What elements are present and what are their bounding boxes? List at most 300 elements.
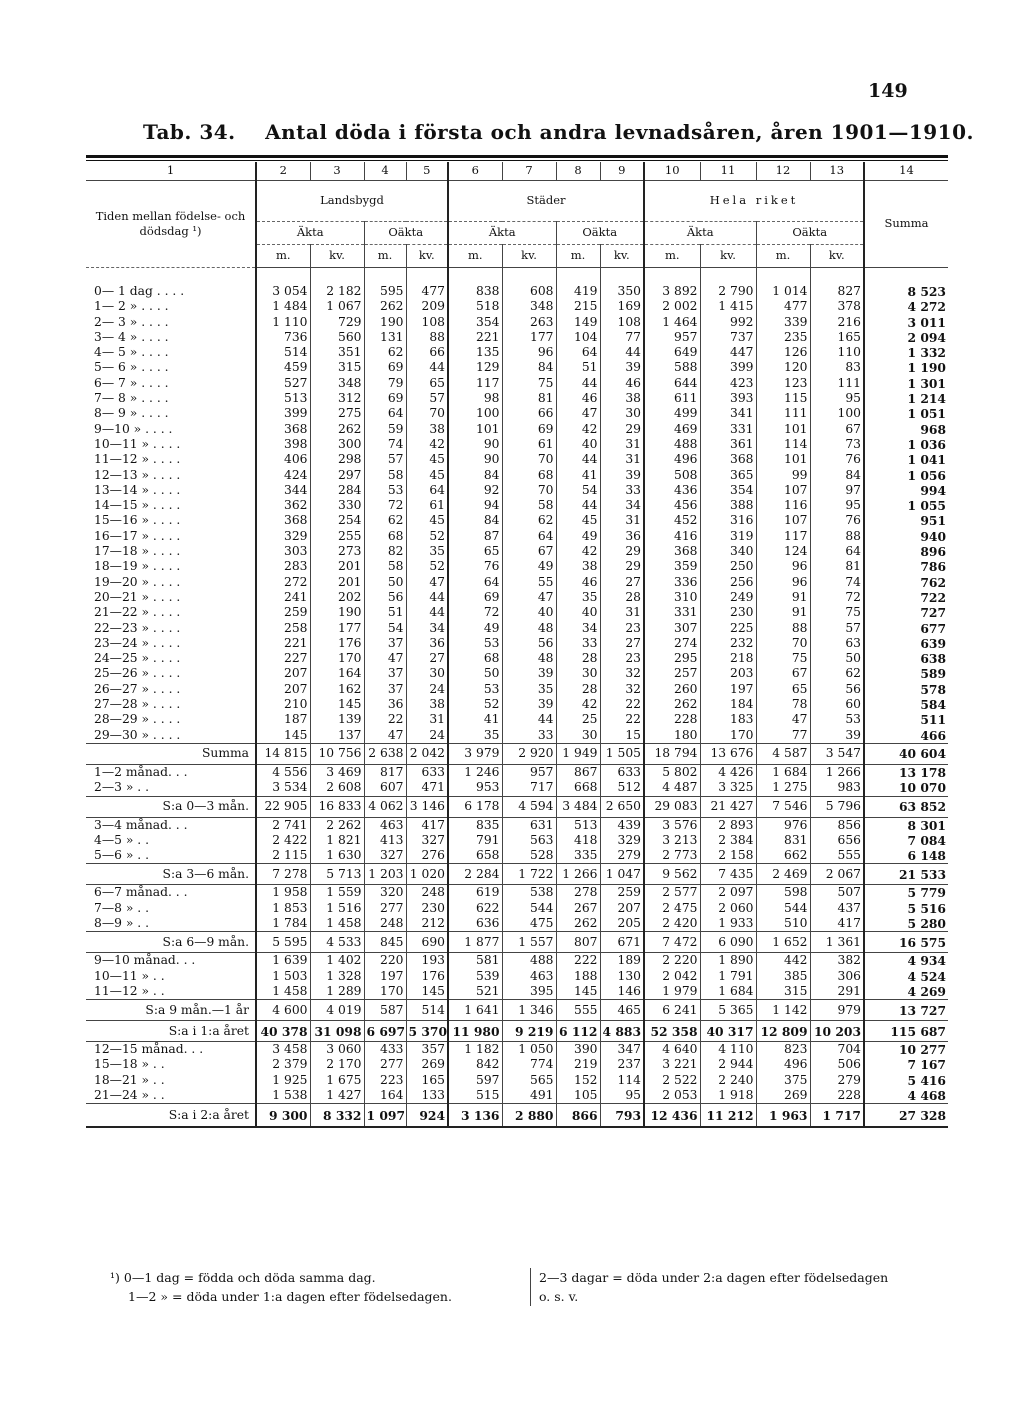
header-m: m.: [756, 245, 810, 268]
table-cell: 774: [502, 1057, 556, 1072]
table-cell: 2 577: [644, 885, 700, 901]
table-cell: 67: [756, 666, 810, 681]
table-cell: 6 112: [556, 1021, 600, 1042]
row-label: 22—23 » . . . .: [94, 620, 181, 635]
table-cell: 230: [406, 901, 448, 916]
table-cell: 30: [600, 406, 644, 421]
table-cell: 40 378: [256, 1021, 310, 1042]
table-cell: 1 289: [310, 984, 364, 1000]
table-cell: 29: [600, 559, 644, 574]
table-cell: 488: [502, 953, 556, 969]
table-cell: 62: [502, 513, 556, 528]
table-cell: 145: [406, 984, 448, 1000]
table-cell: 36: [600, 529, 644, 544]
table-cell: 83: [810, 360, 864, 375]
col-num-8: 8: [556, 162, 600, 181]
table-cell: 44: [556, 452, 600, 467]
table-cell: 81: [502, 391, 556, 406]
table-cell: 202: [310, 590, 364, 605]
row-label: 15—18 » . .: [94, 1057, 165, 1072]
table-cell: 354: [448, 315, 502, 330]
table-row: [86, 391, 948, 406]
table-cell: 1 203: [364, 864, 406, 885]
table-cell: 584: [864, 697, 948, 712]
table-cell: 274: [644, 636, 700, 651]
table-cell: 2 042: [406, 743, 448, 764]
table-cell: 316: [700, 513, 756, 528]
table-cell: 538: [502, 885, 556, 901]
table-row: [86, 833, 948, 848]
table-cell: 49: [502, 559, 556, 574]
table-cell: 58: [364, 468, 406, 483]
table-cell: 129: [448, 360, 502, 375]
row-label: 28—29 » . . . .: [94, 712, 181, 727]
table-cell: 365: [700, 468, 756, 483]
table-cell: 183: [700, 712, 756, 727]
table-cell: 39: [502, 666, 556, 681]
table-cell: 262: [644, 697, 700, 712]
table-cell: 994: [864, 483, 948, 498]
table-cell: 22: [600, 697, 644, 712]
spacer-cell: [256, 268, 310, 285]
table-cell: 16 575: [864, 932, 948, 953]
table-cell: 257: [644, 666, 700, 681]
table-cell: 339: [756, 315, 810, 330]
table-cell: 662: [756, 848, 810, 864]
table-cell: 33: [556, 636, 600, 651]
table-cell: 38: [406, 422, 448, 437]
table-row: [86, 544, 948, 559]
table-cell: 249: [700, 590, 756, 605]
table-cell: 717: [502, 780, 556, 796]
table-row: [86, 636, 948, 651]
table-cell: 259: [256, 605, 310, 620]
table-cell: 793: [600, 1104, 644, 1128]
table-cell: 1 717: [810, 1104, 864, 1128]
table-cell: 53: [448, 682, 502, 697]
table-cell: 101: [756, 422, 810, 437]
table-cell: 88: [406, 330, 448, 345]
table-cell: 220: [364, 953, 406, 969]
table-cell: 37: [364, 682, 406, 697]
row-label: 21—24 » . .: [94, 1088, 165, 1103]
header-stader: Städer: [448, 181, 644, 222]
table-cell: 11 212: [700, 1104, 756, 1128]
row-label: 7— 8 » . . . .: [94, 391, 169, 406]
table-row: [86, 1057, 948, 1072]
table-cell: 131: [364, 330, 406, 345]
table-row: [86, 932, 948, 953]
table-cell: 187: [256, 712, 310, 727]
table-cell: 511: [864, 712, 948, 727]
table-cell: 47: [406, 575, 448, 590]
table-cell: 100: [810, 406, 864, 421]
table-cell: 44: [556, 498, 600, 513]
table-cell: 2 060: [700, 901, 756, 916]
table-cell: 4 556: [256, 764, 310, 780]
table-cell: 385: [756, 969, 810, 984]
table-cell: 29: [600, 422, 644, 437]
table-cell: 375: [756, 1073, 810, 1088]
table-cell: 1 722: [502, 864, 556, 885]
table-cell: 38: [406, 697, 448, 712]
table-cell: 5 802: [644, 764, 700, 780]
table-cell: 729: [310, 315, 364, 330]
table-cell: 1 182: [448, 1042, 502, 1058]
row-label: 1—2 månad. . .: [94, 764, 188, 779]
table-cell: 2 262: [310, 817, 364, 833]
table-cell: 315: [310, 360, 364, 375]
table-cell: 120: [756, 360, 810, 375]
table-cell: 555: [556, 1000, 600, 1021]
table-cell: 284: [310, 483, 364, 498]
row-label: 1— 2 » . . . .: [94, 299, 169, 314]
table-cell: 3 221: [644, 1057, 700, 1072]
column-number-row: [86, 162, 948, 181]
table-cell: 1 979: [644, 984, 700, 1000]
table-cell: 44: [600, 345, 644, 360]
table-cell: 2 741: [256, 817, 310, 833]
row-label: 17—18 » . . . .: [94, 544, 181, 559]
row-label: 18—19 » . . . .: [94, 559, 181, 574]
row-label: S:a i 1:a året: [86, 1021, 256, 1042]
table-cell: 84: [810, 468, 864, 483]
table-cell: 63: [810, 636, 864, 651]
table-cell: 4 587: [756, 743, 810, 764]
table-cell: 423: [700, 376, 756, 391]
table-number: Tab. 34.: [143, 120, 236, 144]
spacer-cell: [864, 268, 948, 285]
row-label: S:a 9 mån.—1 år: [86, 1000, 256, 1021]
table-cell: 595: [364, 284, 406, 299]
table-cell: 42: [556, 544, 600, 559]
table-cell: 3 136: [448, 1104, 502, 1128]
table-cell: 513: [256, 391, 310, 406]
table-cell: 1 020: [406, 864, 448, 885]
table-cell: 475: [502, 916, 556, 932]
table-cell: 54: [364, 621, 406, 636]
table-cell: 44: [556, 376, 600, 391]
table-cell: 42: [556, 697, 600, 712]
table-cell: 104: [556, 330, 600, 345]
table-row: [86, 864, 948, 885]
table-cell: 1 067: [310, 299, 364, 314]
table-cell: 521: [448, 984, 502, 1000]
table-cell: 88: [756, 621, 810, 636]
table-cell: 5 370: [406, 1021, 448, 1042]
table-cell: 471: [406, 780, 448, 796]
table-cell: 21 533: [864, 864, 948, 885]
table-cell: 30: [406, 666, 448, 681]
table-cell: 190: [310, 605, 364, 620]
table-row: [86, 376, 948, 391]
table-cell: 262: [556, 916, 600, 932]
table-cell: 5 416: [864, 1073, 948, 1088]
table-cell: 611: [644, 391, 700, 406]
table-cell: 348: [502, 299, 556, 314]
row-label: 6—7 månad. . .: [94, 885, 188, 900]
table-cell: 354: [700, 483, 756, 498]
table-cell: 44: [406, 605, 448, 620]
col-num-9: 9: [600, 162, 644, 181]
table-cell: 69: [364, 391, 406, 406]
table-cell: 52: [406, 559, 448, 574]
table-cell: 126: [756, 345, 810, 360]
table-row: [86, 1073, 948, 1088]
row-label: 14—15 » . . . .: [94, 498, 181, 513]
table-cell: 87: [448, 529, 502, 544]
table-cell: 72: [448, 605, 502, 620]
table-cell: 237: [600, 1057, 644, 1072]
table-cell: 137: [310, 728, 364, 744]
header-kv: kv.: [310, 245, 364, 268]
table-cell: 597: [448, 1073, 502, 1088]
table-cell: 442: [756, 953, 810, 969]
table-cell: 419: [556, 284, 600, 299]
table-cell: 46: [556, 575, 600, 590]
table-cell: 31 098: [310, 1021, 364, 1042]
table-cell: 2 220: [644, 953, 700, 969]
row-label: 10—11 » . . . .: [94, 436, 181, 451]
table-cell: 276: [406, 848, 448, 864]
table-cell: 53: [810, 712, 864, 727]
table-cell: 6 178: [448, 796, 502, 817]
table-cell: 227: [256, 651, 310, 666]
table-cell: 7 084: [864, 833, 948, 848]
table-cell: 393: [700, 391, 756, 406]
top-rule: [86, 155, 948, 158]
row-label: 29—30 » . . . .: [94, 727, 181, 742]
table-cell: 5 713: [310, 864, 364, 885]
table-cell: 248: [364, 916, 406, 932]
table-cell: 60: [810, 697, 864, 712]
table-cell: 201: [310, 575, 364, 590]
table-cell: 4 019: [310, 1000, 364, 1021]
table-cell: 335: [556, 848, 600, 864]
table-cell: 203: [700, 666, 756, 681]
table-cell: 1 056: [864, 468, 948, 483]
table-row: [86, 651, 948, 666]
header-kv: kv.: [600, 245, 644, 268]
table-cell: 1 214: [864, 391, 948, 406]
table-cell: 255: [310, 529, 364, 544]
table-cell: 47: [756, 712, 810, 727]
table-cell: 406: [256, 452, 310, 467]
table-row: [86, 468, 948, 483]
table-cell: 52: [406, 529, 448, 544]
statistics-table: [86, 162, 948, 1128]
table-cell: 41: [556, 468, 600, 483]
table-cell: 1 484: [256, 299, 310, 314]
table-cell: 3 060: [310, 1042, 364, 1058]
table-cell: 957: [644, 330, 700, 345]
table-cell: 35: [556, 590, 600, 605]
table-cell: 164: [310, 666, 364, 681]
table-cell: 1 641: [448, 1000, 502, 1021]
table-cell: 350: [600, 284, 644, 299]
table-cell: 23: [600, 651, 644, 666]
table-cell: 690: [406, 932, 448, 953]
table-cell: 225: [700, 621, 756, 636]
row-label: 19—20 » . . . .: [94, 574, 181, 589]
table-cell: 2 475: [644, 901, 700, 916]
table-cell: 145: [256, 728, 310, 744]
table-cell: 31: [600, 437, 644, 452]
table-cell: 40: [556, 605, 600, 620]
table-cell: 466: [864, 728, 948, 744]
table-cell: 58: [364, 559, 406, 574]
table-cell: 4 062: [364, 796, 406, 817]
table-cell: 2 042: [644, 969, 700, 984]
table-cell: 76: [448, 559, 502, 574]
table-cell: 145: [310, 697, 364, 712]
table-cell: 1 246: [448, 764, 502, 780]
table-cell: 232: [700, 636, 756, 651]
table-cell: 277: [364, 1057, 406, 1072]
table-cell: 2 379: [256, 1057, 310, 1072]
table-cell: 791: [448, 833, 502, 848]
table-cell: 63 852: [864, 796, 948, 817]
table-row: [86, 916, 948, 932]
stub-header: Tiden mellan födelse- och dödsdag ¹): [86, 181, 256, 268]
table-cell: 2 158: [700, 848, 756, 864]
table-cell: 656: [810, 833, 864, 848]
footnote-line: o. s. v.: [539, 1289, 579, 1304]
table-cell: 513: [556, 817, 600, 833]
table-cell: 2 094: [864, 330, 948, 345]
table-cell: 70: [406, 406, 448, 421]
table-cell: 62: [364, 513, 406, 528]
table-cell: 254: [310, 513, 364, 528]
table-cell: 133: [406, 1088, 448, 1104]
table-cell: 84: [448, 513, 502, 528]
table-cell: 34: [406, 621, 448, 636]
table-cell: 77: [756, 728, 810, 744]
table-cell: 13 676: [700, 743, 756, 764]
table-cell: 638: [864, 651, 948, 666]
table-cell: 507: [810, 885, 864, 901]
table-cell: 1 516: [310, 901, 364, 916]
table-row: [86, 452, 948, 467]
table-cell: 110: [810, 345, 864, 360]
table-cell: 4 269: [864, 984, 948, 1000]
header-landsbygd: Landsbygd: [256, 181, 448, 222]
table-cell: 91: [756, 590, 810, 605]
table-cell: 29 083: [644, 796, 700, 817]
table-cell: 6 090: [700, 932, 756, 953]
table-cell: 40: [502, 605, 556, 620]
table-cell: 303: [256, 544, 310, 559]
table-row: [86, 360, 948, 375]
table-cell: 1 110: [256, 315, 310, 330]
table-cell: 50: [364, 575, 406, 590]
table-cell: 31: [600, 513, 644, 528]
row-label: 20—21 » . . . .: [94, 589, 181, 604]
table-cell: 437: [810, 901, 864, 916]
row-label: 27—28 » . . . .: [94, 697, 181, 712]
table-row: [86, 1042, 948, 1058]
table-cell: 588: [644, 360, 700, 375]
row-label: 23—24 » . . . .: [94, 635, 181, 650]
table-cell: 46: [556, 391, 600, 406]
table-cell: 1 266: [810, 764, 864, 780]
col-num-3: 3: [310, 162, 364, 181]
table-cell: 5 595: [256, 932, 310, 953]
table-cell: 563: [502, 833, 556, 848]
table-cell: 209: [406, 299, 448, 314]
table-cell: 1 784: [256, 916, 310, 932]
col-num-5: 5: [406, 162, 448, 181]
table-cell: 23: [600, 621, 644, 636]
table-row: [86, 590, 948, 605]
table-cell: 1 559: [310, 885, 364, 901]
table-cell: 34: [600, 498, 644, 513]
header-m: m.: [556, 245, 600, 268]
table-cell: 176: [406, 969, 448, 984]
table-cell: 649: [644, 345, 700, 360]
table-cell: 2 284: [448, 864, 502, 885]
table-cell: 368: [256, 513, 310, 528]
table-cell: 633: [406, 764, 448, 780]
table-row: [86, 1021, 948, 1042]
table-cell: 59: [364, 422, 406, 437]
table-cell: 1 652: [756, 932, 810, 953]
table-cell: 1 050: [502, 1042, 556, 1058]
table-cell: 81: [810, 559, 864, 574]
table-cell: 1 041: [864, 452, 948, 467]
table-cell: 452: [644, 513, 700, 528]
table-cell: 28: [556, 651, 600, 666]
table-cell: 1 458: [310, 916, 364, 932]
table-cell: 207: [256, 666, 310, 681]
table-cell: 170: [700, 728, 756, 744]
table-cell: 107: [756, 483, 810, 498]
table-row: [86, 697, 948, 712]
table-cell: 100: [448, 406, 502, 421]
table-cell: 527: [256, 376, 310, 391]
table-cell: 62: [364, 345, 406, 360]
table-cell: 856: [810, 817, 864, 833]
spacer-row: [86, 268, 948, 285]
table-cell: 248: [406, 885, 448, 901]
table-cell: 18 794: [644, 743, 700, 764]
header-summa: Summa: [864, 181, 948, 268]
table-cell: 117: [448, 376, 502, 391]
table-cell: 65: [448, 544, 502, 559]
table-cell: 633: [600, 764, 644, 780]
table-cell: 64: [448, 575, 502, 590]
table-cell: 762: [864, 575, 948, 590]
header-stader-akta: Äkta: [448, 222, 556, 245]
table-cell: 1 933: [700, 916, 756, 932]
table-cell: 1 346: [502, 1000, 556, 1021]
table-cell: 4 426: [700, 764, 756, 780]
table-cell: 256: [700, 575, 756, 590]
table-cell: 463: [364, 817, 406, 833]
table-cell: 61: [406, 498, 448, 513]
table-cell: 28: [556, 682, 600, 697]
table-cell: 108: [406, 315, 448, 330]
table-cell: 2 115: [256, 848, 310, 864]
table-cell: 983: [810, 780, 864, 796]
spacer-cell: [600, 268, 644, 285]
table-cell: 56: [502, 636, 556, 651]
table-cell: 27: [600, 575, 644, 590]
table-cell: 416: [644, 529, 700, 544]
table-cell: 68: [448, 651, 502, 666]
table-cell: 398: [256, 437, 310, 452]
table-cell: 4 533: [310, 932, 364, 953]
